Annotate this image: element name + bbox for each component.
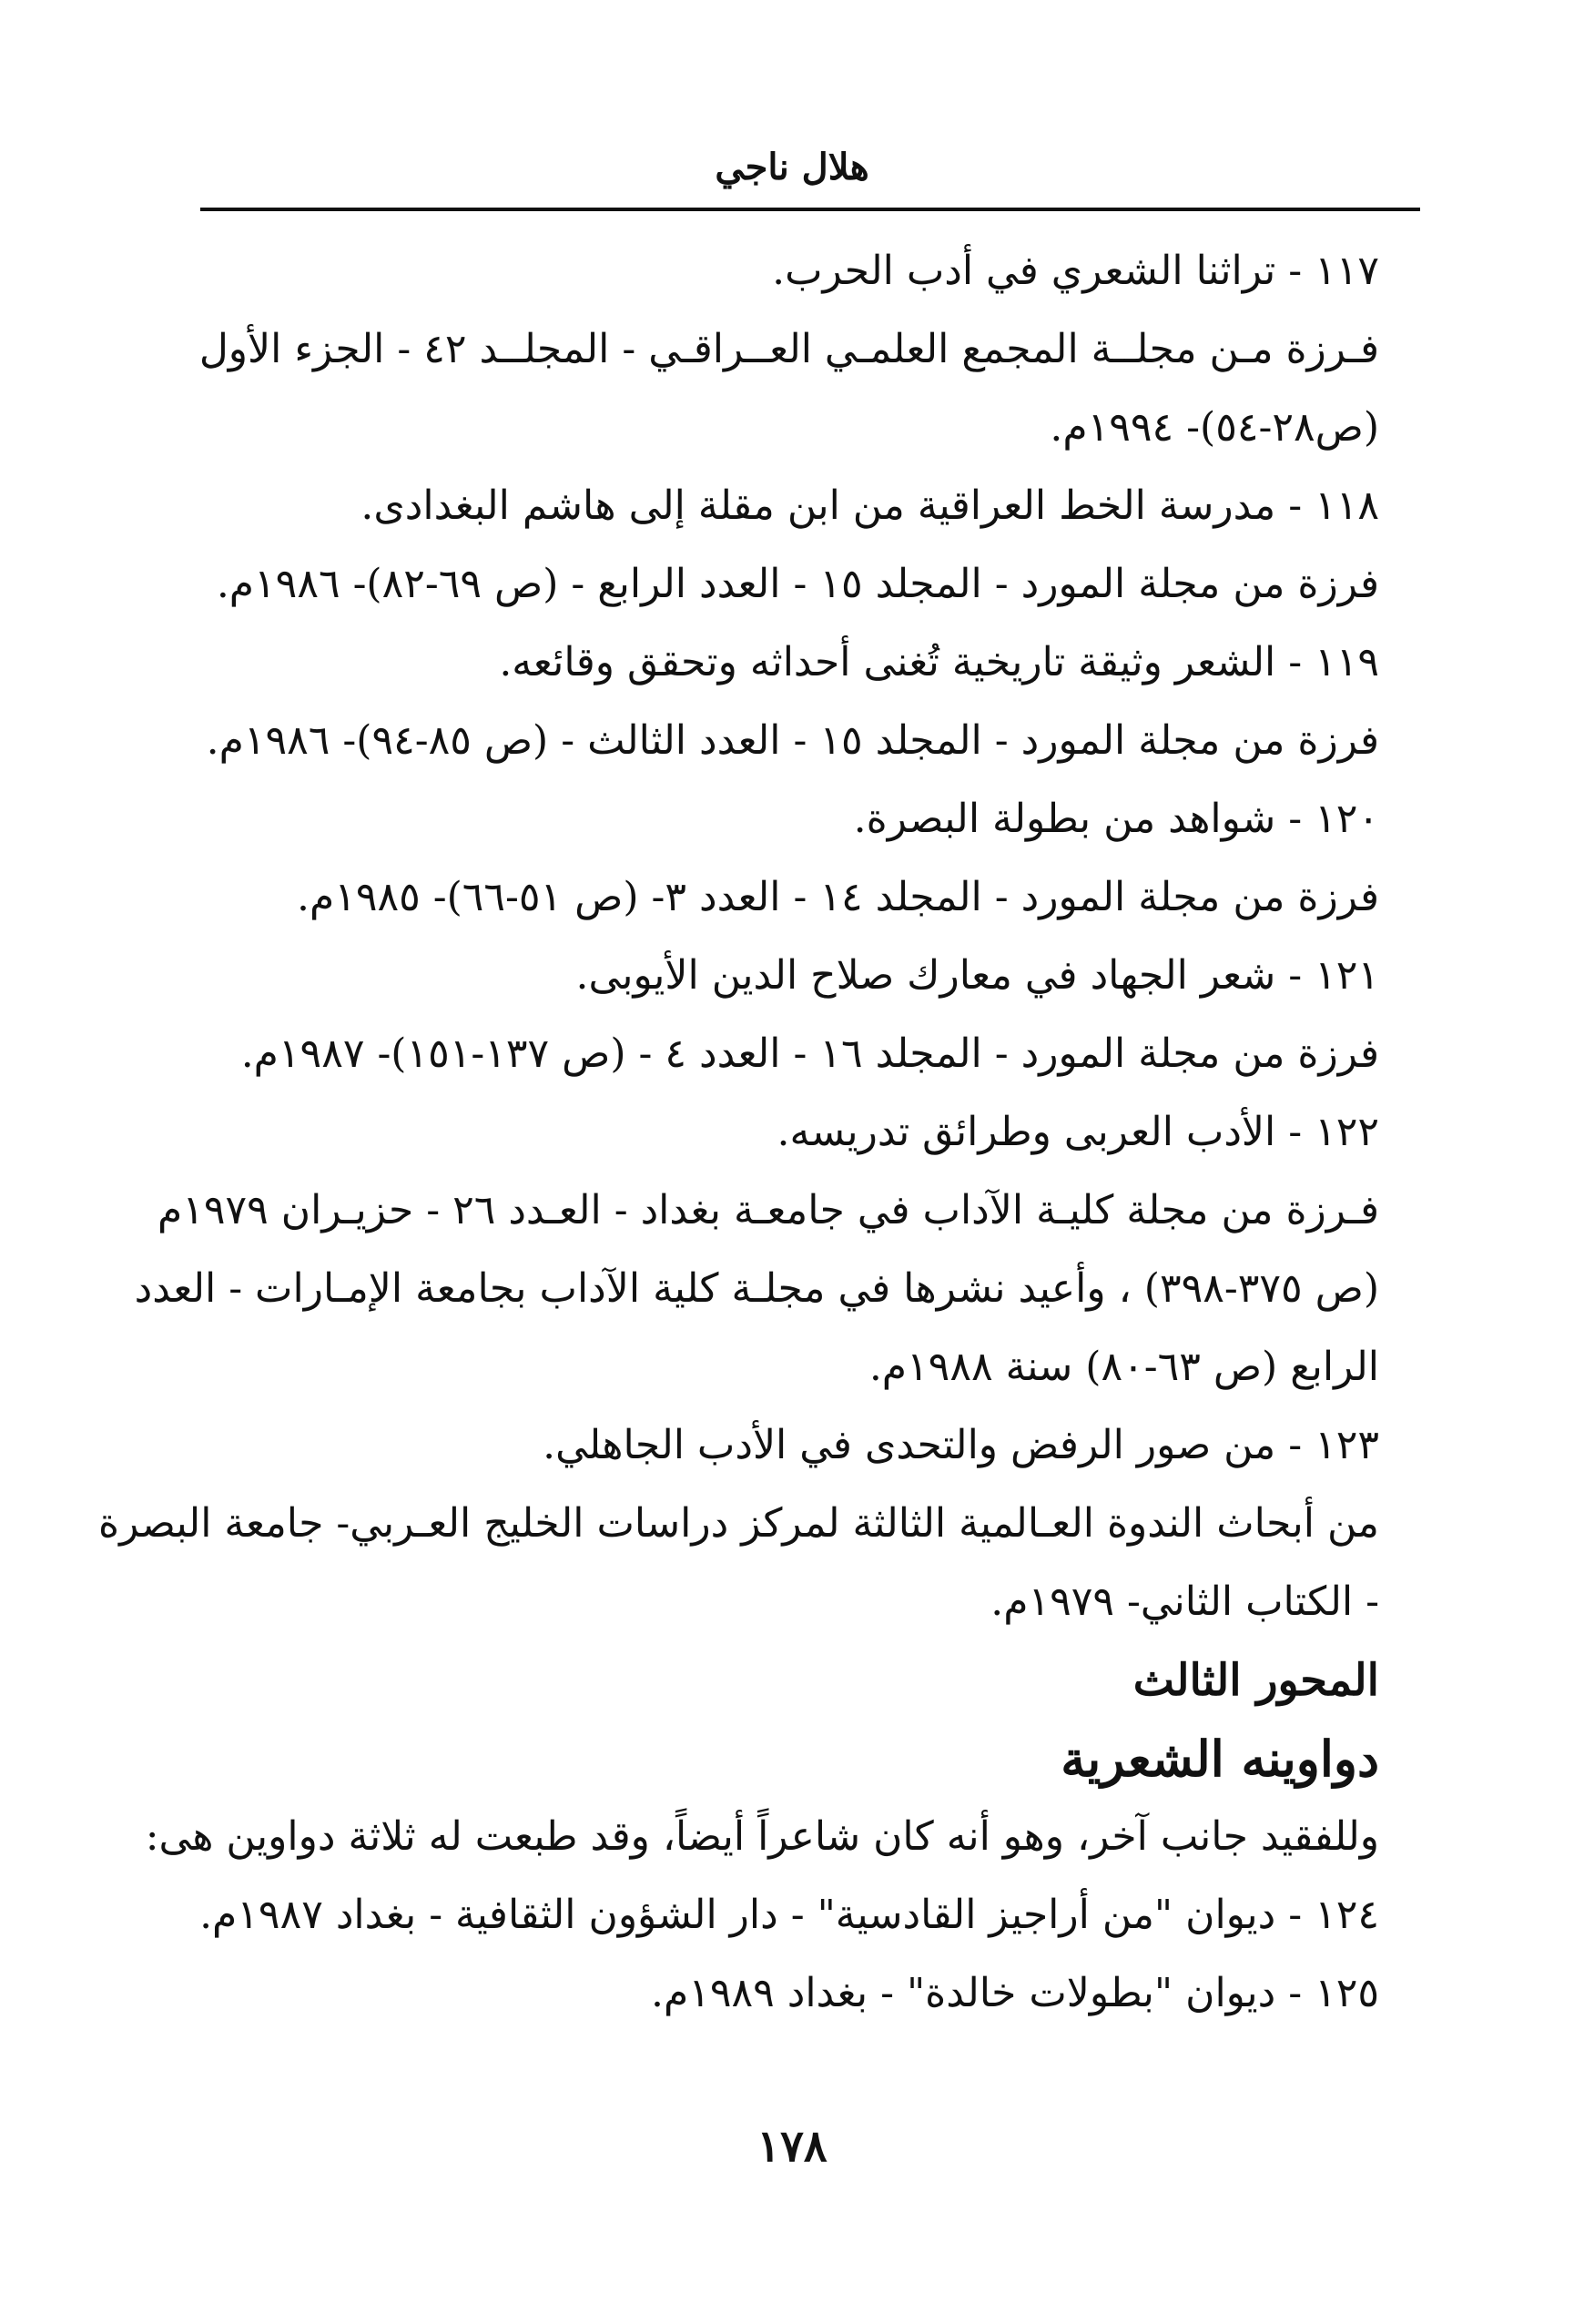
entry-124: ١٢٤ - ديوان "من أراجيز القادسية" - دار الشؤون الثقافية - بغداد ١٩٨٧م. — [199, 1892, 1379, 1938]
section-label: المحور الثالث — [1132, 1655, 1379, 1706]
entry-122-source-cont: (ص ٣٧٥-٣٩٨) ، وأعيد نشرها في مجلـة كلية الآداب بجامعة الإمـارات - العدد — [134, 1265, 1379, 1312]
entry-122-title: ١٢٢ - الأدب العربى وطرائق تدريسه. — [777, 1109, 1379, 1155]
entry-117-title: ١١٧ - تراثنا الشعري في أدب الحرب. — [772, 248, 1379, 294]
section-heading: دواوينه الشعرية — [1061, 1730, 1379, 1788]
entry-119-title: ١١٩ - الشعر وثيقة تاريخية تُغنى أحداثه وتحقق وقائعه. — [499, 639, 1379, 685]
entry-123-title: ١٢٣ - من صور الرفض والتحدى في الأدب الجاهلي. — [543, 1422, 1379, 1468]
entry-118-source: فرزة من مجلة المورد - المجلد ١٥ - العدد الرابع - (ص ٦٩-٨٢)- ١٩٨٦م. — [216, 561, 1379, 607]
section-intro: وللفقيد جانب آخر، وهو أنه كان شاعراً أيضاً، وقد طبعت له ثلاثة دواوين هى: — [145, 1813, 1379, 1860]
entry-117-source-cont: (ص٢٨-٥٤)- ١٩٩٤م. — [1050, 404, 1379, 451]
entry-121-title: ١٢١ - شعر الجهاد في معارك صلاح الدين الأيوبى. — [575, 952, 1379, 999]
entry-121-source: فرزة من مجلة المورد - المجلد ١٦ - العدد ٤ - (ص ١٣٧-١٥١)- ١٩٨٧م. — [240, 1030, 1379, 1077]
entry-125: ١٢٥ - ديوان "بطولات خالدة" - بغداد ١٩٨٩م. — [650, 1970, 1379, 2016]
entry-117-source: فـرزة مـن مجلــة المجمع العلمـي العــراقـي - المجلــد ٤٢ - الجزء الأول — [198, 326, 1379, 372]
entry-119-source: فرزة من مجلة المورد - المجلد ١٥ - العدد الثالث - (ص ٨٥-٩٤)- ١٩٨٦م. — [206, 717, 1379, 764]
page-body — [98, 232, 1379, 2033]
entry-122-source: فـرزة من مجلة كليـة الآداب في جامعـة بغداد - العـدد ٢٦ - حزيـران ١٩٧٩م — [157, 1187, 1379, 1233]
entry-123-source-cont: - الكتاب الثاني- ١٩٧٩م. — [990, 1578, 1379, 1625]
entry-123-source: من أبحاث الندوة العـالمية الثالثة لمركز دراسات الخليج العـربي- جامعة البصرة — [98, 1500, 1379, 1547]
running-header: هلال ناجي — [715, 146, 869, 188]
entry-120-title: ١٢٠ - شواهد من بطولة البصرة. — [853, 796, 1379, 842]
entry-118-title: ١١٨ - مدرسة الخط العراقية من ابن مقلة إلى هاشم البغدادى. — [360, 482, 1379, 529]
entry-122-source-cont-2: الرابع (ص ٦٣-٨٠) سنة ١٩٨٨م. — [868, 1344, 1379, 1390]
page-number: ١٧٨ — [756, 2121, 828, 2172]
entry-120-source: فرزة من مجلة المورد - المجلد ١٤ - العدد ٣- (ص ٥١-٦٦)- ١٩٨٥م. — [296, 874, 1379, 920]
header-rule — [200, 208, 1420, 211]
